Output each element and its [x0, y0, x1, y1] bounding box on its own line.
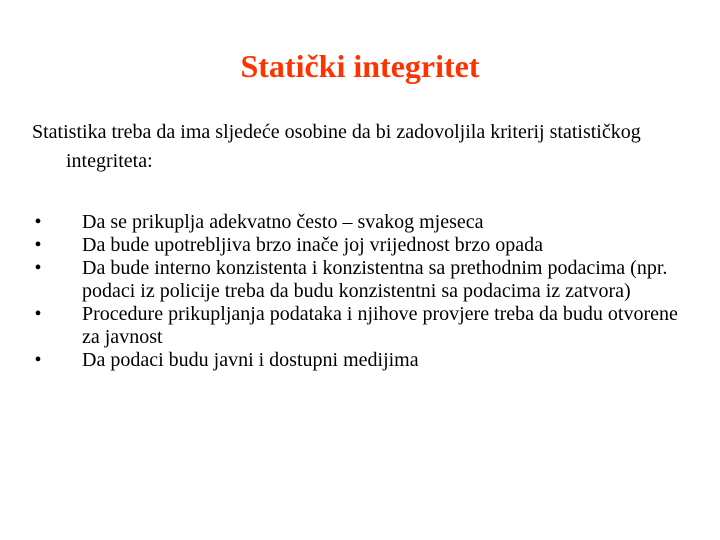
bullet-icon: • — [34, 257, 42, 279]
bullet-text: Da bude upotrebljiva brzo inače joj vrijednost brzo opada — [82, 234, 543, 256]
bullet-item — [32, 211, 682, 234]
bullet-item — [32, 257, 682, 303]
bullet-item — [32, 303, 682, 349]
bullet-item — [32, 349, 682, 372]
bullet-item — [32, 234, 682, 257]
slide-title: Statički integritet — [240, 48, 480, 84]
bullet-icon: • — [34, 211, 42, 233]
bullet-icon: • — [34, 303, 42, 325]
bullet-text: Procedure prikupljanja podataka i njihove provjere treba da budu otvorene za javnost — [82, 303, 678, 348]
bullet-text: Da bude interno konzistenta i konzistentna sa prethodnim podacima (npr. podaci iz policije treba da budu konzistentni sa podacima iz zatvora) — [82, 257, 668, 302]
bullet-icon: • — [34, 349, 42, 371]
bullet-text: Da se prikuplja adekvatno često – svakog mjeseca — [82, 211, 484, 233]
bullet-text: Da podaci budu javni i dostupni medijima — [82, 349, 419, 371]
bullet-list — [32, 211, 682, 372]
bullet-icon: • — [34, 234, 42, 256]
intro-paragraph: Statistika treba da ima sljedeće osobine da bi zadovoljila kriterij statističkog integriteta: — [32, 121, 641, 172]
